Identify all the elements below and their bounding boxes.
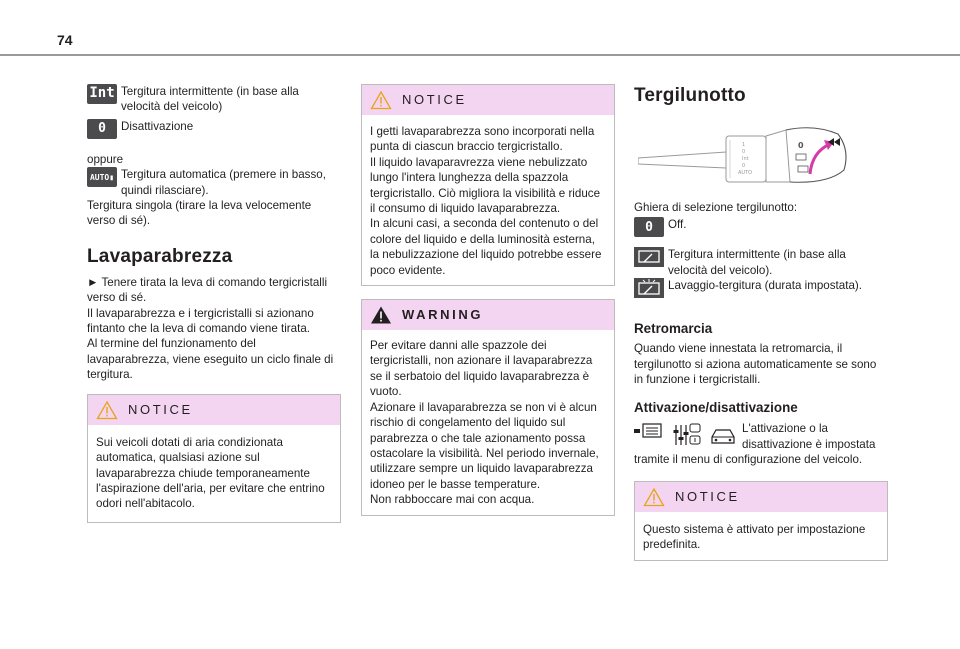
rear-off-row (634, 217, 888, 237)
warning-triangle-icon (370, 305, 392, 325)
notice-triangle-icon (96, 400, 118, 420)
auto-text: Tergitura automatica (premere in basso, quindi rilasciare). (121, 168, 326, 197)
tergilunotto-heading: Tergilunotto (634, 85, 746, 106)
zero-badge-icon: 0 (87, 119, 117, 139)
rear-wash-text: Lavaggio-tergitura (durata impostata). (668, 279, 862, 293)
auto-row (87, 167, 341, 198)
retromarcia-heading: Retromarcia (634, 321, 713, 337)
retromarcia-text: Quando viene innestata la retromarcia, il tergilunotto si aziona automaticamente se sono in funzione i tergicristalli. (634, 342, 877, 387)
rear-wiper-icon (634, 247, 664, 267)
wiper-stalk-illustration (638, 122, 852, 188)
warning-body (362, 330, 614, 514)
notice-box-2 (361, 84, 615, 286)
notice-header (635, 482, 887, 512)
warning-title: WARNING (402, 307, 484, 323)
notice-box-1 (87, 394, 341, 523)
activation-heading: Attivazione/disattivazione (634, 400, 798, 416)
oppure-text: oppure (87, 152, 124, 166)
ring-label: Ghiera di selezione tergilunotto: (634, 201, 798, 214)
off-text: Disattivazione (121, 119, 194, 133)
activation-text-b: tramite il menu di configurazione del veicolo. (634, 453, 863, 467)
svg-text:0: 0 (798, 141, 804, 150)
notice-line-3: In alcuni casi, a seconda del contenuto o del colore del liquido e della luminosità esterna, la nebulizzazione del liquido potrebbe essere poco evidente. (370, 217, 602, 277)
single-wipe-text: Tergitura singola (tirare la leva velocemente verso di sé). (87, 199, 312, 228)
warning-box (361, 299, 615, 515)
rear-wash-icon (634, 278, 664, 298)
notice-header (362, 85, 614, 115)
lavaparabrezza-para-3: Al termine del funzionamento del lavaparabrezza, viene eseguito un ciclo finale di tergitura. (87, 337, 334, 382)
notice-body (362, 115, 614, 285)
notice-title: NOTICE (402, 92, 467, 108)
svg-text:AUTO: AUTO (738, 170, 753, 176)
notice-triangle-icon (643, 487, 665, 507)
rear-intermittent-text: Tergitura intermittente (in base alla velocità del veicolo). (668, 248, 846, 277)
activation-text-a: L'attivazione o la disattivazione è impostata (742, 422, 876, 451)
auto-badge-icon: AUTO ▮ (87, 167, 117, 187)
svg-text:0: 0 (742, 149, 746, 155)
svg-text:1: 1 (742, 142, 746, 148)
page-number: 74 (57, 32, 73, 48)
warning-line-1: Per evitare danni alle spazzole dei tergicristalli, non azionare il lavaparabrezza se il serbatoio del liquido lavaparabrezza è vuoto. (370, 339, 593, 399)
zero-badge-icon: 0 (634, 217, 664, 237)
warning-header (362, 300, 614, 330)
column-2 (361, 84, 615, 516)
notice-text: Questo sistema è attivato per impostazione predefinita. (643, 522, 866, 552)
rear-off-text: Off. (668, 218, 687, 232)
notice-body (635, 512, 887, 561)
header-rule (0, 54, 960, 56)
auto-badge-label: AUTO (89, 172, 110, 182)
intermittent-row (87, 84, 341, 115)
notice-header (88, 395, 340, 425)
notice-line-1: I getti lavaparabrezza sono incorporati nella punta di ciascun braccio tergicristallo. (370, 125, 595, 154)
notice-text: Sui veicoli dotati di aria condizionata automatica, qualsiasi azione sul lavaparabrezza chiude temporaneamente l'aspirazione dell'aria, per evitare che entrino odori nell'abitacolo. (96, 435, 325, 511)
rear-intermittent-row (634, 247, 888, 278)
notice-body (88, 425, 340, 522)
column-1 (87, 84, 341, 523)
off-row (87, 119, 341, 139)
svg-text:0: 0 (742, 163, 746, 169)
notice-triangle-icon (370, 90, 392, 110)
warning-line-2: Azionare il lavaparabrezza se non vi è alcun rischio di congelamento del liquido sul parabrezza o che tale azionamento possa ostacolare la visibilità. Nel periodo invernale, utilizzare sempre un liquido lavaparabrezza idoneo per le basse temperature. (370, 400, 599, 491)
int-badge-icon: Int (87, 84, 117, 104)
notice-line-2: Il liquido lavaparavrezza viene nebulizzato lungo l'intera lunghezza della spazzola tergicristallo. Ciò migliora la visibilità e riduce il consumo di liquido lavaparabrezza. (370, 155, 601, 216)
rear-wash-row (634, 278, 888, 298)
lavaparabrezza-heading: Lavaparabrezza (87, 245, 233, 267)
svg-text:Int: Int (742, 156, 749, 162)
notice-box-3 (634, 481, 888, 562)
lavaparabrezza-para-1: ► Tenere tirata la leva di comando tergicristalli verso di sé. (87, 275, 328, 305)
activation-row (634, 421, 888, 452)
intermittent-text: Tergitura intermittente (in base alla velocità del veicolo) (121, 85, 299, 114)
warning-line-3: Non rabboccare mai con acqua. (370, 493, 535, 507)
notice-title: NOTICE (128, 401, 193, 417)
notice-title: NOTICE (675, 488, 740, 504)
lavaparabrezza-para-2: Il lavaparabrezza e i tergicristalli si azionano fintanto che la leva di comando viene tirata. (87, 306, 314, 336)
settings-menu-icons (634, 421, 738, 449)
column-3 (634, 84, 888, 561)
